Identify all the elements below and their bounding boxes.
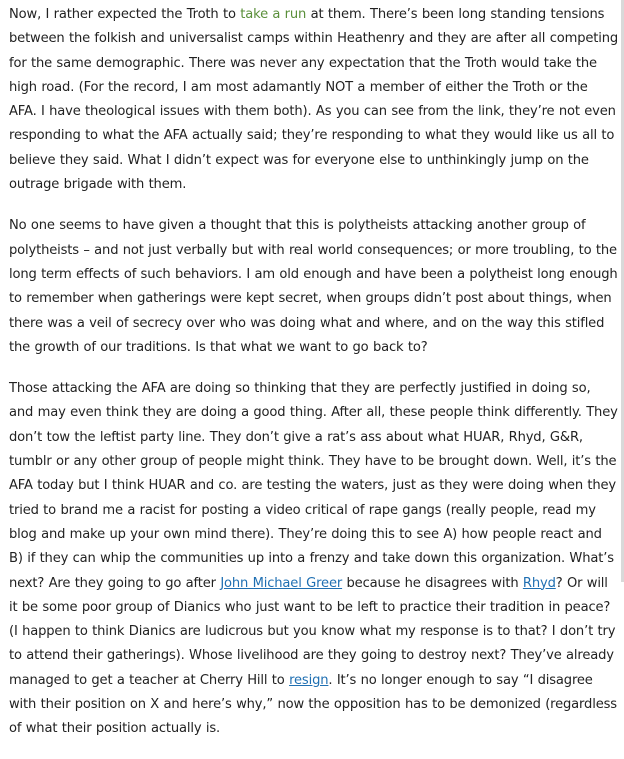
article-body <box>9 3 619 759</box>
rhyd-link[interactable]: Rhyd <box>522 575 556 591</box>
paragraph-text: . It’s no longer enough to say “I disagree with their position on X and here’s why,” now the opposition has to be demonized (regardless of what their position actually is. <box>9 672 617 737</box>
take-a-run-link[interactable]: take a run <box>240 7 307 22</box>
paragraph-3 <box>9 377 619 741</box>
paragraph-text: at them. There’s been long standing tensions between the folkish and universalist camps within Heathenry and they are after all competing for the same demographic. There was never any expectation that the Troth would take the high road. (For the record, I am most adamantly NOT a member of either the Troth or the AFA. I have theological issues with them both). As you can see from the link, they’re not even responding to what the AFA actually said; they’re responding to what they would like us all to believe they said. What I didn’t expect was for everyone else to unthinkingly jump on the outrage brigade with them. <box>9 7 619 193</box>
paragraph-text: Those attacking the AFA are doing so thinking that they are perfectly justified in doing so, and may even think they are doing a good thing. After all, these people think differently. They don’t tow the leftist party line. They don’t give a rat’s ass about what HUAR, Rhyd, G&R, tumblr or any other group of people might think. They have to be brought down. Well, it’s the AFA today but I think HUAR and co. are testing the waters, just as they were doing when they tried to brand me a racist for posting a video critical of rape gangs (really people, read my blog and make up your own mind there). They’re doing this to see A) how people react and B) if they can whip the communities up into a frenzy and take down this organization. What’s next? Are they going to go after <box>9 381 618 591</box>
paragraph-text: ? Or will it be some poor group of Dianics who just want to be left to practice their tradition in peace? (I happen to think Dianics are ludicrous but you know what my response is to that? I don’t try to attend their gatherings). Whose livelihood are they going to destroy next? They’ve already managed to get a teacher at Cherry Hill to <box>9 575 616 688</box>
john-michael-greer-link[interactable]: John Michael Greer <box>220 575 343 591</box>
paragraph-text: Now, I rather expected the Troth to <box>9 7 241 22</box>
paragraph-text: because he disagrees with <box>342 575 523 591</box>
paragraph-1 <box>9 3 619 197</box>
resign-link[interactable]: resign <box>289 672 329 688</box>
paragraph-2 <box>9 214 619 360</box>
paragraph-text: No one seems to have given a thought that this is polytheists attacking another group of polytheists – and not just verbally but with real world consequences; or more troubling, to the long term effects of such behaviors. I am old enough and have been a polytheist long enough to remember when gatherings were kept secret, when groups didn’t post about things, when there was a veil of secrecy over who was doing what and where, and on the way this stifled the growth of our traditions. Is that what we want to go back to? <box>9 218 618 355</box>
